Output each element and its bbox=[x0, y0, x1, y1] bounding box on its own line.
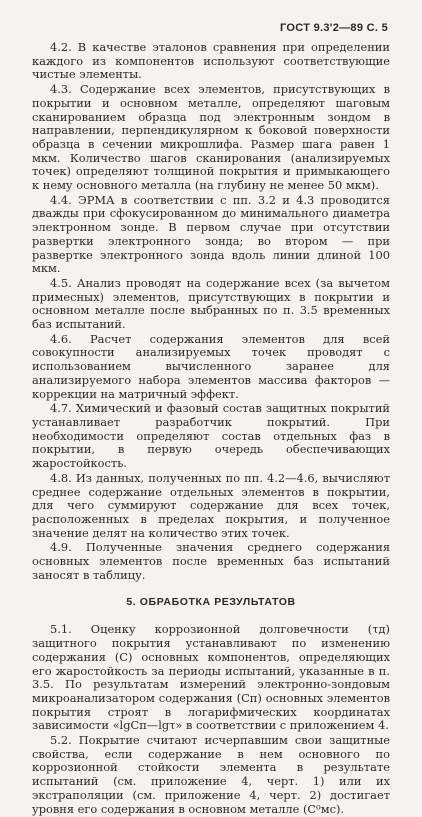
paragraph-5-1: 5.1. Оценку коррозионной долговечности (τд) защитного покрытия устанавливают по изменению содержания (С) основных компонентов, определяющих его жаростойкость за периоды испытаний, указанные в п. 3.5. По результатам измерений электронно-зондовым микроанализатором содержания (Сп) основных элементов покрытия строят в логарифмических координатах зависимости «lgCп—lgτ» в соответствии с приложением 4. bbox=[32, 622, 390, 733]
paragraph-4-7: 4.7. Химический и фазовый состав защитных покрытий устанавливает разработчик покрытий. При необходимости определяют состав отдельных фаз в покрытии, в первую очередь обеспечивающих жаростойкость. bbox=[32, 401, 390, 471]
page-header: ГОСТ 9.3'2—89 С. 5 bbox=[280, 22, 388, 34]
paragraph-4-4: 4.4. ЭРМА в соответствии с пп. 3.2 и 4.3 проводится дважды при сфокусированном до минимального диаметра электронном зонде. В первом случае при отсутствии развертки электронного зонда; во втором — при развертке электронного зонда вдоль линии длиной 100 мкм. bbox=[32, 192, 390, 276]
paragraph-4-3: 4.3. Содержание всех элементов, присутствующих в покрытии и основном металле, определяют шаговым сканированием образца под электронным зондом в направлении, перпендикулярном к боковой поверхности образца в сечении микрошлифа. Размер шага равен 1 мкм. Количество шагов сканирования (анализируемых точек) определяют толщиной покрытия и примыкающего к нему основного металла (на глубину не менее 50 мкм). bbox=[32, 82, 390, 193]
document-body bbox=[32, 41, 390, 817]
paragraph-4-2: 4.2. В качестве эталонов сравнения при определении каждого из компонентов используют соответствующие чистые элементы. bbox=[32, 40, 390, 82]
paragraph-5-2: 5.2. Покрытие считают исчерпавшим свои защитные свойства, если содержание в нем основного по коррозионной стойкости элемента в результате испытаний (см. приложение 4, черт. 1) или их экстраполяции (см. приложение 4, черт. 2) достигает уровня его содержания в основном металле (С⁰мс). bbox=[32, 733, 390, 816]
section-title: 5. ОБРАБОТКА РЕЗУЛЬТАТОВ bbox=[126, 596, 296, 609]
paragraph-4-8: 4.8. Из данных, полученных по пп. 4.2—4.6, вычисляют среднее содержание отдельных элементов в покрытии, для чего суммируют содержание для всех точек, расположенных в пределах покрытия, и полученное значение делят на количество этих точек. bbox=[32, 470, 390, 540]
paragraph-4-5: 4.5. Анализ проводят на содержание всех (за вычетом примесных) элементов, присутствующих в покрытии и основном металле после выбранных по п. 3.5 временных баз испытаний. bbox=[32, 275, 390, 332]
paragraph-4-6: 4.6. Расчет содержания элементов для всей совокупности анализируемых точек проводят с использованием вычисленного заранее для анализируемого набора элементов массива факторов — коррекции на матричный эффект. bbox=[32, 331, 390, 401]
paragraph-4-9: 4.9. Полученные значения среднего содержания основных элементов после временных баз испытаний заносят в таблицу. bbox=[32, 540, 390, 582]
